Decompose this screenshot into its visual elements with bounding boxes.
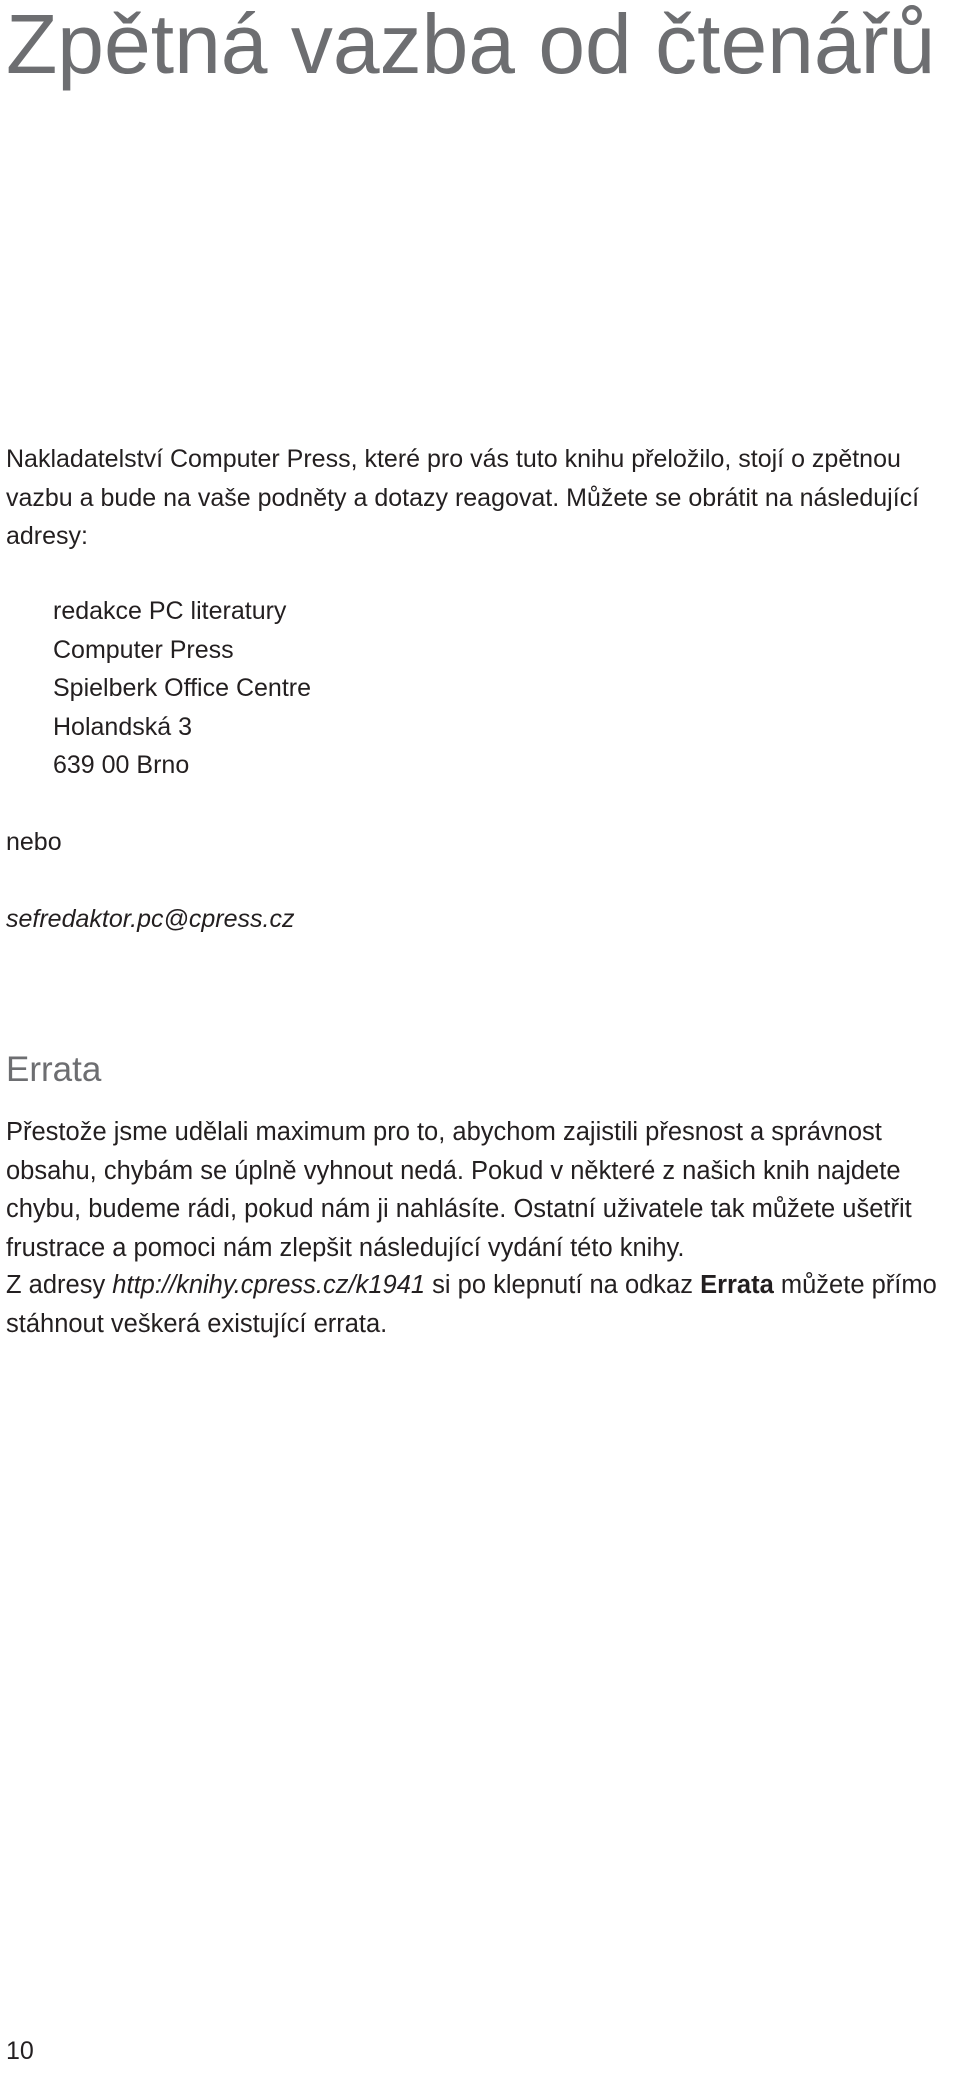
- errata-link-middle: si po klepnutí na odkaz: [425, 1271, 701, 1299]
- errata-download-paragraph: [6, 1266, 946, 1343]
- email-address[interactable]: sefredaktor.pc@cpress.cz: [6, 905, 295, 933]
- errata-link-prefix: Z adresy: [6, 1271, 113, 1299]
- errata-paragraph: Přestože jsme udělali maximum pro to, abychom zajistili přesnost a správnost obsahu, chybám se úplně vyhnout nedá. Pokud v některé z našich knih najdete chybu, budeme rádi, pokud nám ji nahlásíte. Ostatní uživatele tak můžete ušetřit frustrace a pomoci nám zlepšit následující vydání této knihy.: [6, 1118, 912, 1262]
- or-separator: nebo: [6, 828, 62, 856]
- address-line: Holandská 3: [53, 712, 192, 741]
- errata-heading: Errata: [6, 1050, 102, 1089]
- address-line: Spielberk Office Centre: [53, 674, 311, 702]
- page-number: 10: [6, 2037, 34, 2065]
- page-title: Zpětná vazba od čtenářů: [6, 0, 936, 91]
- intro-paragraph: Nakladatelství Computer Press, které pro vás tuto knihu přeložilo, stojí o zpětnou vazbu a bude na vaše podněty a dotazy reagovat. Můžete se obrátit na následující adresy:: [6, 445, 920, 550]
- address-line: Computer Press: [53, 635, 234, 664]
- address-line: 639 00 Brno: [53, 751, 190, 779]
- errata-link-suffix: můžete přímo stáhnout veškerá existující errata.: [6, 1271, 937, 1338]
- errata-link-label: Errata: [700, 1271, 774, 1299]
- errata-url-link[interactable]: http://knihy.cpress.cz/k1941: [112, 1271, 426, 1299]
- address-line: redakce PC literatury: [53, 597, 287, 625]
- postal-address: [53, 592, 311, 785]
